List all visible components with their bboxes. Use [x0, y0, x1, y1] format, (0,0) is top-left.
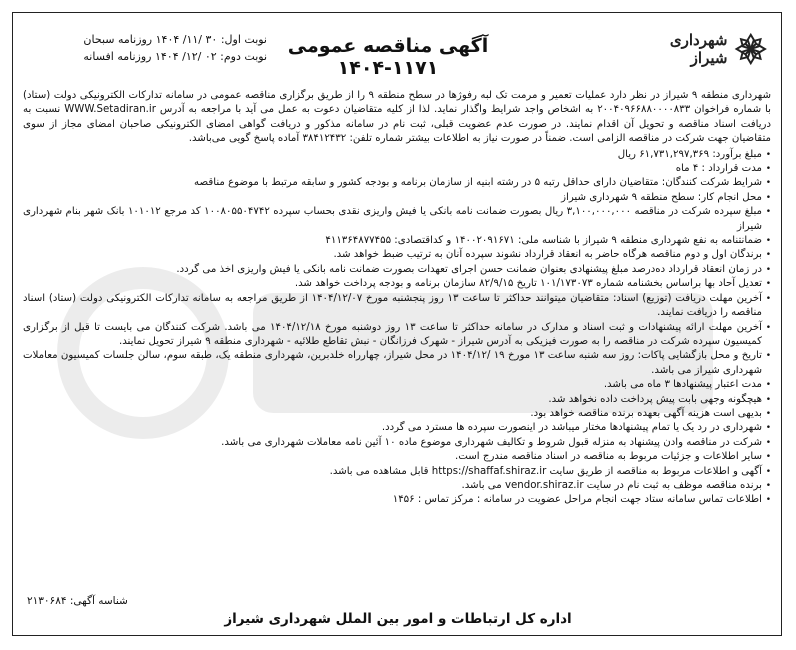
list-item: • برنده مناقصه موظف به ثبت نام در سایت vendor.shiraz.ir می باشد.: [23, 479, 771, 493]
publication-first: نوبت اول: ۳۰ /۱۱/ ۱۴۰۴ روزنامه سبحان: [83, 33, 267, 46]
list-item: • هیچگونه وجهی بابت پیش پرداخت داده نخواهد شد.: [23, 393, 771, 407]
list-item: • آخرین مهلت دریافت (توزیع) اسناد: متقاضیان میتوانند حداکثر تا ساعت ۱۳ روز پنجشنبه مورخ ۱۴۰۴/۱۲/۰۷ از طریق مراجعه به سامانه تدارکات الکترونیکی دولت (ستاد) اسناد مناقصه را دریافت نمایند.: [23, 292, 771, 321]
shiraz-municipality-logo: [639, 25, 769, 73]
advertisement-frame: [12, 12, 782, 636]
list-item: • در زمان انعقاد قرارداد ده‌درصد مبلغ پیشنهادی بعنوان ضمانت حسن اجرای تعهدات بصورت ضمانت نامه بانکی یا فیش واریزی اخذ می گردد.: [23, 263, 771, 277]
list-item: • تعدیل آحاد بها براساس بخشنامه شماره ۱۰۱/۱۷۳۰۷۳ تاریخ ۸۲/۹/۱۵ سازمان برنامه و بودجه پرداخت خواهد شد.: [23, 277, 771, 291]
list-item: • شهرداری در رد یک یا تمام پیشنهادها مختار میباشد در اینصورت سپرده ها مسترد می گردد.: [23, 421, 771, 435]
list-item: • اطلاعات تماس سامانه ستاد جهت انجام مراحل عضویت در سامانه : مرکز تماس : ۱۴۵۶: [23, 493, 771, 507]
ad-id: شناسه آگهی: ۲۱۳۰۶۸۴: [27, 595, 128, 607]
list-item: • برندگان اول و دوم مناقصه هرگاه حاضر به انعقاد قرارداد نشوند سپرده آنان به ترتیب ضبط خواهد شد.: [23, 248, 771, 262]
intro-paragraph: شهرداری منطقه ۹ شیراز در نظر دارد عملیات تعمیر و مرمت تک لبه رفوژها در سطح منطقه ۹ را از طریق برگزاری مناقصه عمومی در سامانه تدارکات الکترونیکی دولت (ستاد) با شماره فراخوان ۲۰۰۴۰۹۶۶۸۸۰۰۰۰۸۳۳ به اشخاص واجد شرایط واگذار نماید. لذا از کلیه متقاضیان دعوت به عمل می آید با مراجعه به آدرس WWW.Setadiran.ir نسبت به دریافت اسناد مناقصه و تحویل آن اقدام نمایند. در صورت عدم عضویت قبلی، ثبت نام در سامانه مذکور و دریافت گواهی امضای الکترونیکی صاحبان امضای مجاز از سوی متقاضیان جهت شرکت در مناقصه الزامی است. ضمناً در صورت نیاز به اطلاعات بیشتر شماره تلفن: ۳۸۴۱۲۴۳۲ آماده پاسخ گویی می‌باشد.: [23, 90, 772, 145]
list-item: • بدیهی است هزینه آگهی بعهده برنده مناقصه خواهد بود.: [23, 407, 771, 421]
list-item: • محل انجام کار: سطح منطقه ۹ شهرداری شیراز: [23, 191, 771, 205]
list-item: • شرایط شرکت کنندگان: متقاضیان دارای حداقل رتبه ۵ در رشته ابنیه از سازمان برنامه و بودجه کشور و سابقه مرتبط با موضوع مناقصه: [23, 176, 771, 190]
list-item: • تاریخ و محل بازگشایی پاکات: روز سه شنبه ساعت ۱۳ مورخ ۱۹ /۱۴۰۴/۱۲ در محل شیراز، چهارراه خلدبرین، شهرداری منطقه یک، طبقه سوم، سالن جلسات کمیسیون معاملات شهرداری شیراز می باشد.: [23, 349, 771, 378]
issuing-organization: اداره کل ارتباطات و امور بین الملل شهرداری شیراز: [224, 611, 572, 627]
publication-second: نوبت دوم: ۰۲ /۱۲/ ۱۴۰۴ روزنامه افسانه: [83, 50, 267, 63]
list-item: • مدت قرارداد : ۴ ماه: [23, 162, 771, 176]
flower-logo-icon: [733, 29, 769, 69]
list-item: • آگهی و اطلاعات مربوط به مناقصه از طریق سایت https://shaffaf.shiraz.ir قابل مشاهده می باشد.: [23, 465, 771, 479]
ad-title: آگهی مناقصه عمومی ۱۱۷۱-۱۴۰۴: [287, 35, 489, 79]
list-item: • سایر اطلاعات و جزئیات مربوط به مناقصه در اسناد مناقصه مندرج است.: [23, 450, 771, 464]
list-item: • مبلغ سپرده شرکت در مناقصه ۳,۱۰۰,۰۰۰,۰۰۰ ریال بصورت ضمانت نامه بانکی یا فیش واریزی نقدی بحساب سپرده ۱۰۰۸۰۵۵۰۴۷۴۲ کد مرجع ۱۰۱۰۱۲ بانک شهر بنام شهرداری شیراز: [23, 205, 771, 234]
list-item: • مدت اعتبار پیشنهادها ۳ ماه می باشد.: [23, 378, 771, 392]
header: [13, 13, 781, 83]
list-item: • شرکت در مناقصه وادن پیشنهاد به منزله قبول شروط و تکالیف شهرداری موضوع ماده ۱۰ آئین نامه معاملات شهرداری می باشد.: [23, 436, 771, 450]
conditions-list: [23, 148, 771, 508]
publication-dates: [27, 31, 267, 65]
list-item: • ضمانتنامه به نفع شهرداری منطقه ۹ شیراز با شناسه ملی: ۱۴۰۰۲۰۹۱۶۷۱ و کداقتصادی: ۴۱۱۳۶۴۸۷۷۴۵۵: [23, 234, 771, 248]
logo-text: شهرداری شیراز: [669, 31, 728, 67]
list-item: • مبلغ برآورد: ۶۱,۷۳۱,۲۹۷,۳۶۹ ریال: [23, 148, 771, 162]
list-item: • آخرین مهلت ارائه پیشنهادات و ثبت اسناد و مدارک در سامانه حداکثر تا ساعت ۱۳ روز دوشنبه مورخ ۱۴۰۴/۱۲/۱۸ می باشد. شرکت کنندگان می بایست تا قبل از برگزاری کمیسیون سپرده شرکت در مناقصه را به صورت فیزیکی به آدرس شیراز - شهرک فرزانگان - نبش تقاطع طلائیه - شهرداری منطقه ۹ شیراز تحویل نمایند.: [23, 321, 771, 350]
ad-body: [23, 89, 771, 508]
